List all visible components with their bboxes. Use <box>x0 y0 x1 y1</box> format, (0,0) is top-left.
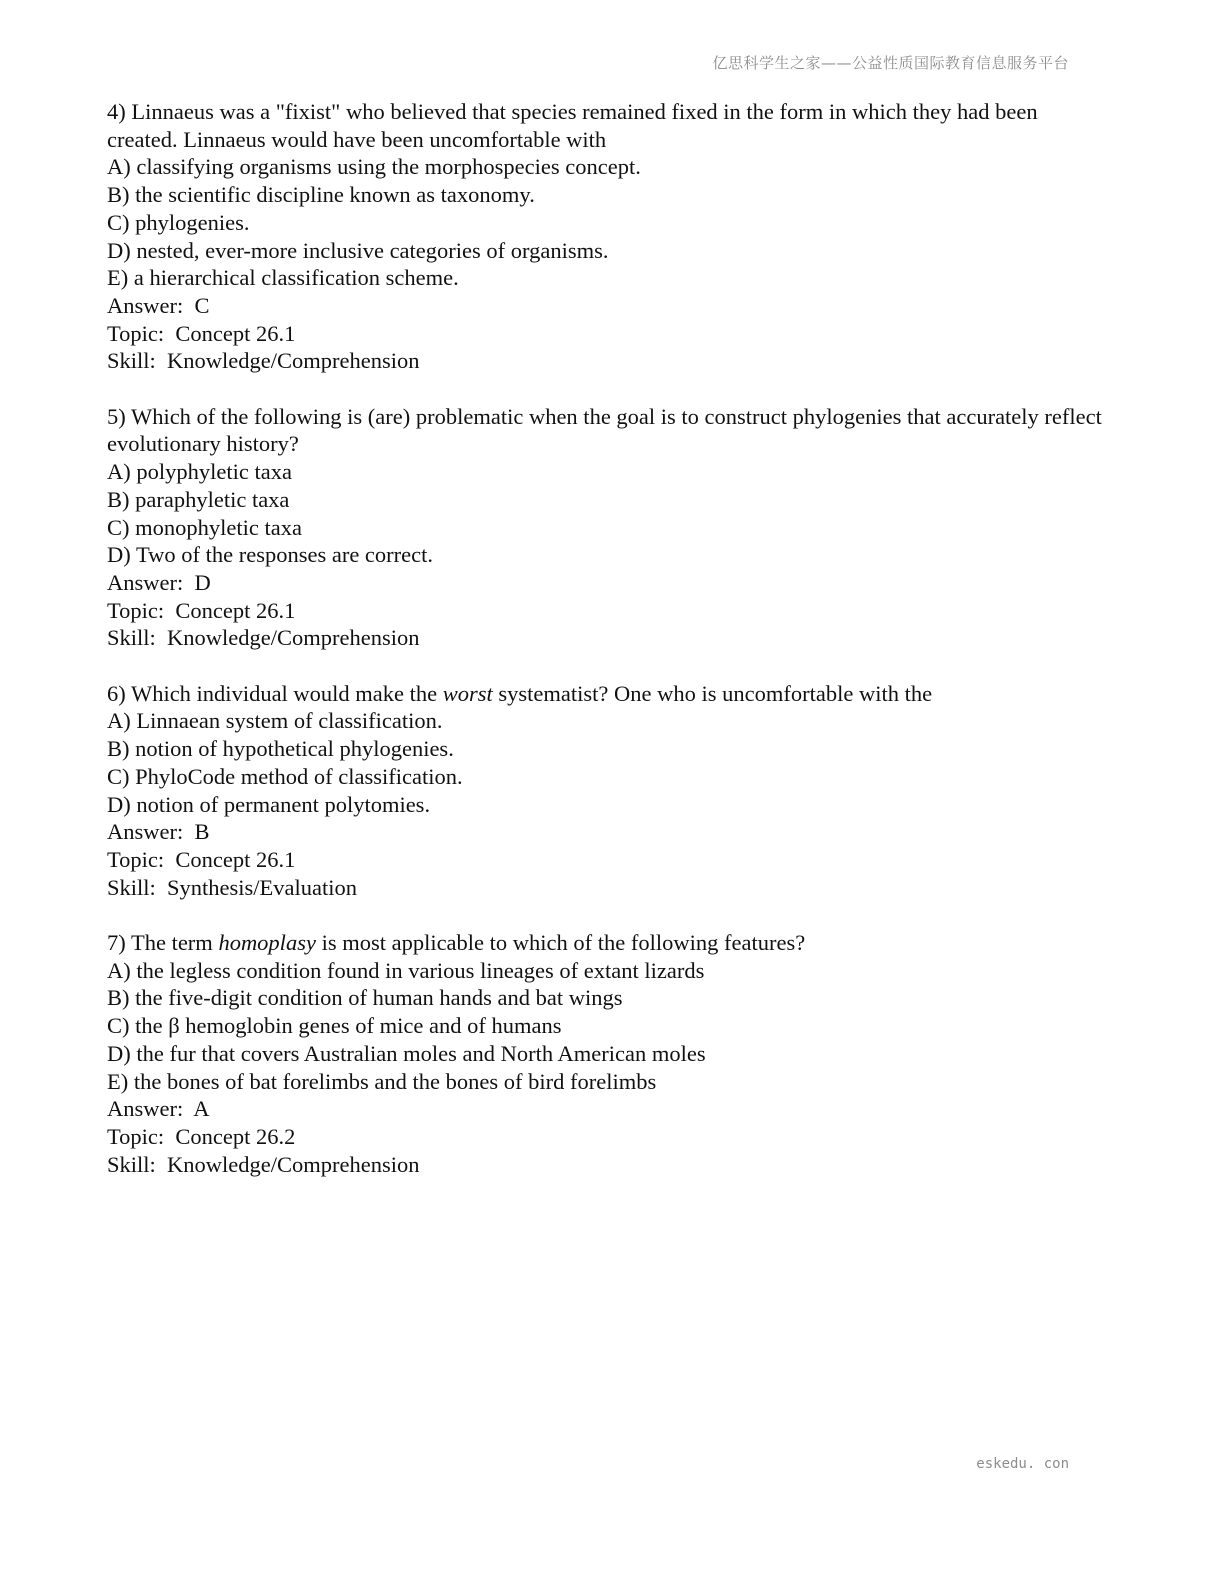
answer-option-e: E) a hierarchical classification scheme. <box>107 265 459 291</box>
topic-line: Topic: Concept 26.1 <box>107 846 296 872</box>
answer-option-d: D) nested, ever-more inclusive categories of organisms. <box>107 237 609 263</box>
answer-option-c: C) phylogenies. <box>107 209 250 235</box>
answer-option-e: E) the bones of bat forelimbs and the bones of bird forelimbs <box>107 1068 657 1094</box>
topic-line: Topic: Concept 26.2 <box>107 1123 296 1149</box>
answer-key: Answer: D <box>107 569 211 595</box>
prompt-text-before: 7) The term <box>107 930 219 956</box>
answer-option-d: D) the fur that covers Australian moles and North American moles <box>107 1040 706 1066</box>
question-list <box>107 98 1107 1206</box>
answer-key: Answer: C <box>107 292 210 318</box>
topic-line: Topic: Concept 26.1 <box>107 320 296 346</box>
answer-option-a: A) classifying organisms using the morphospecies concept. <box>107 154 641 180</box>
skill-line: Skill: Synthesis/Evaluation <box>107 874 358 900</box>
question-4 <box>107 98 1107 375</box>
question-prompt: 5) Which of the following is (are) problematic when the goal is to construct phylogenies that accurately reflect evolutionary history? <box>107 403 1102 457</box>
skill-line: Skill: Knowledge/Comprehension <box>107 1151 420 1177</box>
prompt-emphasis: homoplasy <box>218 930 316 956</box>
question-prompt: 4) Linnaeus was a "fixist" who believed that species remained fixed in the form in which they had been created. Linnaeus would have been uncomfortable with <box>107 99 1038 152</box>
prompt-text-before: 6) Which individual would make the <box>107 680 443 706</box>
prompt-text-after: systematist? One who is uncomfortable with the <box>492 680 933 706</box>
answer-option-a: A) the legless condition found in various lineages of extant lizards <box>107 957 705 983</box>
answer-option-c: C) monophyletic taxa <box>107 514 302 540</box>
answer-option-d: D) Two of the responses are correct. <box>107 542 434 568</box>
skill-line: Skill: Knowledge/Comprehension <box>107 625 420 651</box>
question-6 <box>107 680 1107 902</box>
answer-option-b: B) paraphyletic taxa <box>107 486 290 512</box>
skill-line: Skill: Knowledge/Comprehension <box>107 348 420 374</box>
question-5 <box>107 403 1107 652</box>
answer-key: Answer: A <box>107 1096 210 1122</box>
question-prompt <box>107 680 1107 708</box>
answer-option-b: B) the five-digit condition of human hands and bat wings <box>107 985 623 1011</box>
prompt-text-after: is most applicable to which of the following features? <box>315 930 806 956</box>
answer-key: Answer: B <box>107 819 210 845</box>
answer-option-b: B) notion of hypothetical phylogenies. <box>107 736 454 762</box>
topic-line: Topic: Concept 26.1 <box>107 597 296 623</box>
prompt-emphasis: worst <box>442 680 493 706</box>
answer-option-d: D) notion of permanent polytomies. <box>107 791 431 817</box>
question-prompt <box>107 929 1107 957</box>
answer-option-a: A) Linnaean system of classification. <box>107 708 443 734</box>
page-footer: eskedu. con <box>976 1456 1069 1472</box>
question-7 <box>107 929 1107 1178</box>
answer-option-c: C) PhyloCode method of classification. <box>107 763 463 789</box>
page-header: 亿思科学生之家——公益性质国际教育信息服务平台 <box>712 54 1069 72</box>
answer-option-b: B) the scientific discipline known as taxonomy. <box>107 182 535 208</box>
answer-option-a: A) polyphyletic taxa <box>107 459 292 485</box>
answer-option-c: C) the β hemoglobin genes of mice and of humans <box>107 1013 562 1039</box>
